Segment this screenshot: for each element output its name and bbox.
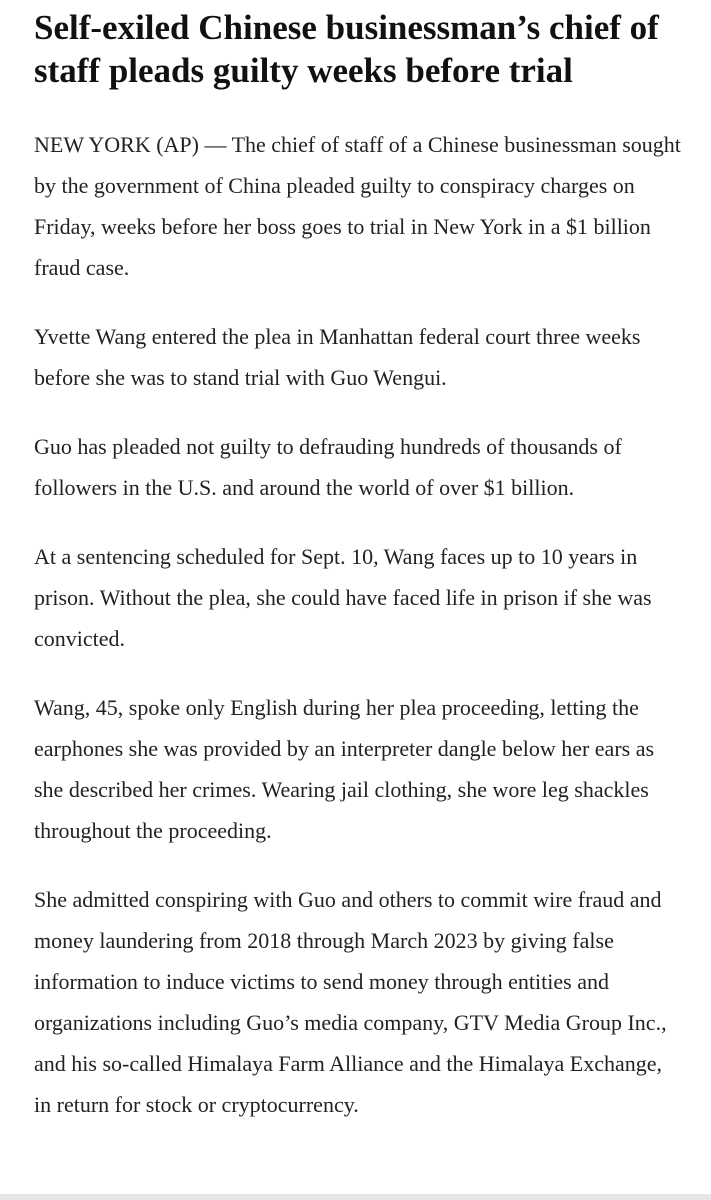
article-paragraph: Guo has pleaded not guilty to defrauding hundreds of thousands of followers in the U.S. and around the world of over $1 billion. xyxy=(34,434,622,500)
article-headline: Self-exiled Chinese businessman’s chief of staff pleads guilty weeks before trial xyxy=(34,8,659,90)
article xyxy=(34,6,684,1153)
article-paragraph: Yvette Wang entered the plea in Manhattan federal court three weeks before she was to stand trial with Guo Wengui. xyxy=(34,324,641,390)
article-paragraph: She admitted conspiring with Guo and others to commit wire fraud and money laundering from 2018 through March 2023 by giving false information to induce victims to send money through entities and organizations including Guo’s media company, GTV Media Group Inc., and his so-called Himalaya Farm Alliance and the Himalaya Exchange, in return for stock or cryptocurrency. xyxy=(34,887,667,1117)
article-paragraph: Wang, 45, spoke only English during her plea proceeding, letting the earphones she was provided by an interpreter dangle below her ears as she described her crimes. Wearing jail clothing, she wore leg shackles throughout the proceeding. xyxy=(34,695,655,843)
article-paragraph: At a sentencing scheduled for Sept. 10, Wang faces up to 10 years in prison. Without the plea, she could have faced life in prison if she was convicted. xyxy=(34,544,652,651)
bottom-divider xyxy=(0,1194,711,1200)
article-paragraph: NEW YORK (AP) — The chief of staff of a Chinese businessman sought by the government of China pleaded guilty to conspiracy charges on Friday, weeks before her boss goes to trial in New York in a $1 billion fraud case. xyxy=(34,132,681,280)
